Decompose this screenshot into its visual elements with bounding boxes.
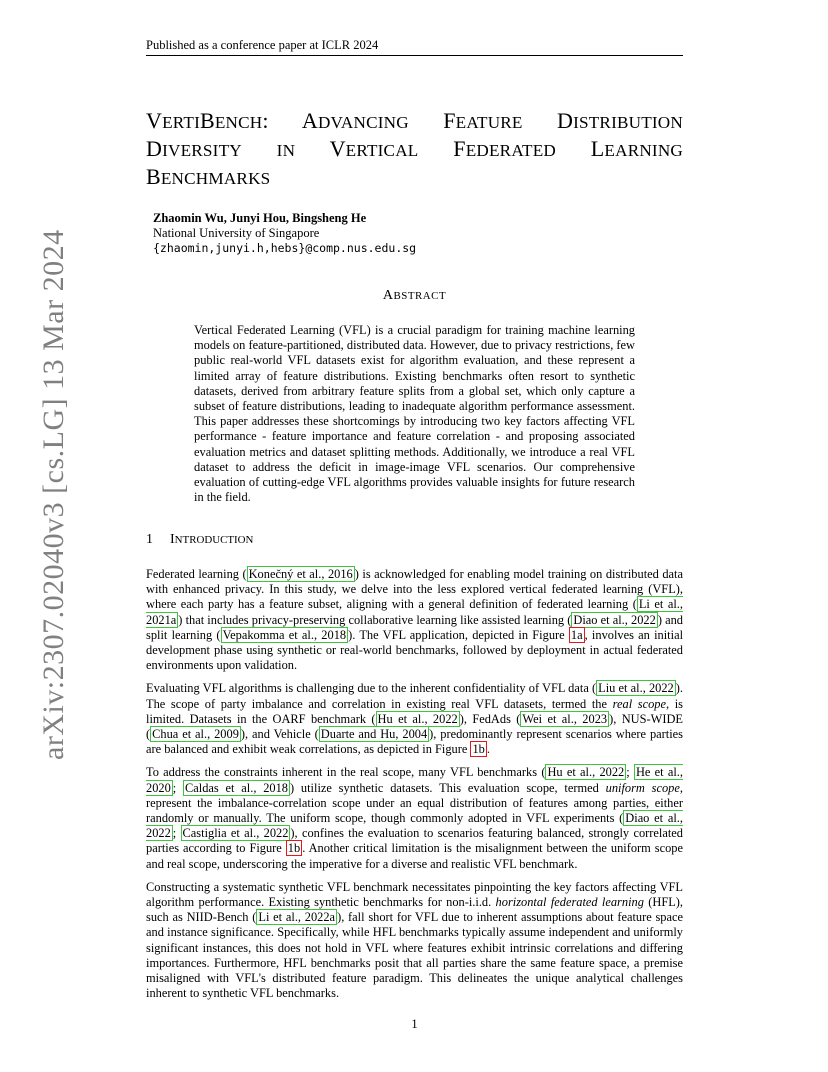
abstract-body: Vertical Federated Learning (VFL) is a crucial paradigm for training machine learning models on feature-partitioned, distributed data. However, due to privacy restrictions, few public real-world VFL datasets exist for algorithm evaluation, and these represent a limited array of feature distributions. Existing benchmarks often resort to synthetic datasets, derived from arbitrary feature splits from a global set, which only capture a subset of feature distributions, leading to inadequate algorithm performance assessment. This paper addresses these shortcomings by introducing two key factors affecting VFL performance - feature importance and feature correlation - and proposing associated evaluation metrics and dataset splitting methods. Additionally, we introduce a real VFL dataset to address the deficit in image-image VFL scenarios. Our comprehensive evaluation of cutting-edge VFL algorithms provides valuable insights for future research in the field.	[194, 323, 635, 505]
introduction-body	[146, 567, 683, 1009]
citation-link[interactable]: Vepakomma et al., 2018	[222, 627, 347, 642]
intro-paragraph-1: Federated learning ( Konečný et al., 2016 ) is acknowledged for enabling model training on distributed data with enhanced privacy. In this study, we delve into the less explored vertical federated learning (VFL), where each party has a feature subset, aligning with a general definition of federated learning ( Li et al., 2021a ) that includes privacy-preserving collaborative learning like assisted learning ( Diao et al., 2022 ) and split learning ( Vepakomma et al., 2018 ). The VFL application, depicted in Figure 1a , involves an initial development phase using synthetic or real-world benchmarks, followed by deployment in actual federated environments upon validation.	[146, 567, 684, 673]
arxiv-identifier-stamp: arXiv:2307.02040v3 [cs.LG] 13 Mar 2024	[37, 229, 70, 760]
figure-reference-link[interactable]: 1b	[287, 841, 301, 856]
header-rule	[146, 55, 683, 56]
title-line-2: DIVERSITY IN VERTICAL FEDERATED LEARNING	[146, 136, 684, 161]
figure-reference-link[interactable]: 1b	[472, 742, 485, 757]
intro-paragraph-2: Evaluating VFL algorithms is challenging due to the inherent confidentiality of VFL data ( Liu et al., 2022 ). The scope of party imbalance and correlation in existing real VFL datasets, termed the real scope, is limited. Datasets in the OARF benchmark ( Hu et al., 2022 ), FedAds ( Wei et al., 2023 ), NUS-WIDE ( Chua et al., 2009 ), and Vehicle ( Duarte and Hu, 2004 ), predominantly represent scenarios where parties are balanced and exhibit weak correlations, as depicted in Figure 1b .	[146, 681, 683, 757]
citation-link[interactable]: Li et al., 2021a	[146, 597, 683, 627]
citation-link[interactable]: He et al., 2020	[146, 765, 683, 795]
citation-link[interactable]: Caldas et al., 2018	[185, 780, 288, 795]
intro-paragraph-4: Constructing a systematic synthetic VFL benchmark necessitates pinpointing the key factors affecting VFL algorithm performance. Existing synthetic benchmarks for non-i.i.d. horizontal federated learning (HFL), such as NIID-Bench ( Li et al., 2022a ), fall short for VFL due to inherent assumptions about feature space and instance significance. Specifically, while HFL benchmarks typically assume independent and uniformly significant instances, this does not hold in VFL where features exhibit intrinsic correlations and differing importances. Furthermore, HFL benchmarks posit that all parties share the same feature space, a premise misaligned with VFL's distributed feature paradigm. This delineates the unique analytical challenges inherent to synthetic VFL benchmarks.	[146, 879, 683, 1001]
citation-link[interactable]: Konečný et al., 2016	[248, 567, 353, 581]
page-number: 1	[411, 1017, 418, 1031]
citation-link[interactable]: Wei et al., 2023	[522, 711, 608, 726]
running-header: Published as a conference paper at ICLR 2024	[146, 38, 379, 52]
abstract-heading: ABSTRACT	[382, 288, 447, 303]
intro-paragraph-3: To address the constraints inherent in the real scope, many VFL benchmarks ( Hu et al., 2022 ; He et al., 2020 ; Caldas et al., 2018 ) utilize synthetic datasets. This evaluation scope, termed uniform scope, represent the imbalance-correlation scope under an equal distribution of features among parties, either randomly or manually. The uniform scope, though commonly adopted in VFL experiments ( Diao et al., 2022 ; Castiglia et al., 2022 ), confines the evaluation to scenarios featuring balanced, strongly correlated parties according to Figure 1b . Another critical limitation is the misalignment between the uniform scope and real scope, underscoring the imperative for a diverse and realistic VFL benchmark.	[146, 765, 683, 871]
section-heading-introduction: 1 INTRODUCTION	[146, 532, 254, 547]
citation-link[interactable]: Duarte and Hu, 2004	[320, 727, 428, 742]
citation-link[interactable]: Diao et al., 2022	[573, 612, 656, 627]
author-block	[153, 211, 673, 256]
citation-link[interactable]: Diao et al., 2022	[146, 811, 683, 841]
citation-link[interactable]: Hu et al., 2022	[547, 765, 625, 780]
paper-title	[146, 108, 683, 192]
author-email[interactable]: {zhaomin,junyi.h,hebs}@comp.nus.edu.sg	[153, 241, 417, 255]
title-line-1: VERTIBENCH: ADVANCING FEATURE DISTRIBUTION	[146, 108, 683, 133]
citation-link[interactable]: Chua et al., 2009	[152, 727, 239, 742]
figure-reference-link[interactable]: 1a	[570, 627, 583, 642]
citation-link[interactable]: Hu et al., 2022	[377, 711, 458, 726]
author-affiliation: National University of Singapore	[153, 226, 320, 240]
title-line-3: BENCHMARKS	[146, 164, 271, 189]
citation-link[interactable]: Li et al., 2022a	[258, 910, 336, 925]
citation-link[interactable]: Liu et al., 2022	[598, 681, 674, 696]
section-number: 1	[146, 532, 153, 547]
citation-link[interactable]: Castiglia et al., 2022	[182, 826, 289, 841]
author-names: Zhaomin Wu, Junyi Hou, Bingsheng He	[153, 211, 367, 225]
